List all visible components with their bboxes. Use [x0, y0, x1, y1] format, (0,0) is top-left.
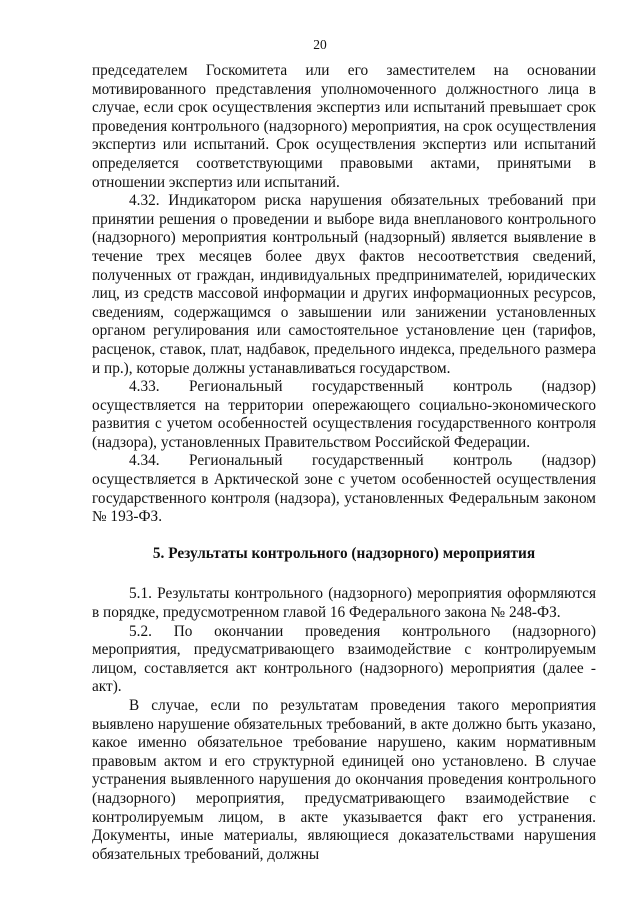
section-heading-5: 5. Результаты контрольного (надзорного) мероприятия: [152, 544, 536, 562]
paragraph-4-33: 4.33. Региональный государственный контроль (надзор) осуществляется на территории опережающего социально-экономического развития с учетом особенностей осуществления государственного контроля (надзора), установленных Правительством Российской Федерации.: [92, 378, 596, 451]
paragraph-continuation: председателем Госкомитета или его заместителем на основании мотивированного представления уполномоченного должностного лица в случае, если срок осуществления экспертиз или испытаний превышает срок проведения контрольного (надзорного) мероприятия, на срок осуществления экспертиз или испытаний. Срок осуществления экспертиз или испытаний определяется соответствующими правовыми актами, принятыми в отношении экспертиз или испытаний.: [92, 62, 596, 191]
paragraph-5-2: 5.2. По окончании проведения контрольного (надзорного) мероприятия, предусматривающего взаимодействие с контролируемым лицом, составляется акт контрольного (надзорного) мероприятия (далее - акт).: [92, 622, 596, 696]
paragraph-4-34: 4.34. Региональный государственный контроль (надзор) осуществляется в Арктической зоне с учетом особенностей осуществления государственного контроля (надзора), установленных Федеральным законом № 193-ФЗ.: [92, 452, 596, 526]
paragraph-5-1: 5.1. Результаты контрольного (надзорного) мероприятия оформляются в порядке, предусмотренном главой 16 Федерального закона № 248-ФЗ.: [92, 585, 596, 622]
document-body: [92, 62, 596, 864]
page-number: 20: [313, 37, 327, 52]
paragraph-4-32: 4.32. Индикатором риска нарушения обязательных требований при принятии решения о проведении и выборе вида внепланового контрольного (надзорного) мероприятия контрольный (надзорный) является выявление в течение трех месяцев более двух фактов несоответствия сведений, полученных от граждан, индивидуальных предпринимателей, юридических лиц, из средств массовой информации и других информационных ресурсов, сведениям, содержащимся о завышении или занижении установленных органом регулирования или самостоятельное установление цен (тарифов, расценок, ставок, плат, надбавок, предельного индекса, предельного размера и пр.), которые должны устанавливаться государством.: [92, 192, 596, 377]
paragraph-violation-case: В случае, если по результатам проведения такого мероприятия выявлено нарушение обязательных требований, в акте должно быть указано, какое именно обязательное требование нарушено, каким нормативным правовым актом и его структурной единицей оно установлено. В случае устранения выявленного нарушения до окончания проведения контрольного (надзорного) мероприятия, предусматривающего взаимодействие с контролируемым лицом, в акте указывается факт его устранения. Документы, иные материалы, являющиеся доказательствами нарушения обязательных требований, должны: [92, 697, 596, 863]
